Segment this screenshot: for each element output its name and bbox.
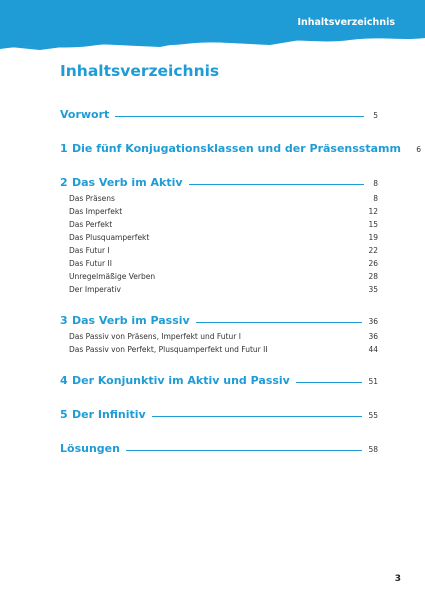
toc-subpage: 28 xyxy=(368,272,378,281)
chapter-title: Der Infinitiv xyxy=(72,408,146,421)
toc-subpage: 35 xyxy=(368,285,378,294)
toc-entry-vorwort[interactable] xyxy=(60,108,378,126)
toc-subpage: 44 xyxy=(368,345,378,354)
toc-subentry[interactable] xyxy=(60,332,378,345)
toc-subentry[interactable] xyxy=(60,207,378,220)
page-title: Inhaltsverzeichnis xyxy=(60,62,220,80)
toc-subentry[interactable] xyxy=(60,194,378,207)
toc-label xyxy=(60,408,146,421)
toc-subpage: 8 xyxy=(373,194,378,203)
toc-sublabel: Der Imperativ xyxy=(69,285,121,294)
toc-subpage: 26 xyxy=(368,259,378,268)
chapter-title: Die fünf Konjugationsklassen und der Präsensstamm xyxy=(72,142,401,155)
dotted-leader xyxy=(296,382,363,383)
toc-page: 55 xyxy=(368,411,378,420)
toc-sublabel: Das Passiv von Präsens, Imperfekt und Futur I xyxy=(69,332,241,341)
toc-entry-chapter-1[interactable] xyxy=(60,142,421,160)
toc-page: 8 xyxy=(373,179,378,188)
page-number: 3 xyxy=(394,574,401,584)
toc-page: 58 xyxy=(368,445,378,454)
toc-subpage: 15 xyxy=(368,220,378,229)
toc-subpage: 12 xyxy=(368,207,378,216)
toc-label xyxy=(60,374,290,387)
chapter-number: 3 xyxy=(60,314,68,327)
chapter-number: 1 xyxy=(60,142,68,155)
toc-label xyxy=(60,142,401,155)
toc-subentry[interactable] xyxy=(60,259,378,272)
chapter-number: 2 xyxy=(60,176,68,189)
toc-entry-chapter-2[interactable] xyxy=(60,176,378,194)
table-of-contents xyxy=(60,100,421,460)
toc-subpage: 19 xyxy=(368,233,378,242)
dotted-leader xyxy=(189,184,364,185)
toc-sublabel: Das Perfekt xyxy=(69,220,113,229)
toc-sublabel: Das Plusquamperfekt xyxy=(69,233,150,242)
chapter-number: 5 xyxy=(60,408,68,421)
toc-sublabel: Das Futur II xyxy=(69,259,112,268)
toc-subentry[interactable] xyxy=(60,272,378,285)
toc-subentry[interactable] xyxy=(60,285,378,298)
toc-entry-chapter-5[interactable] xyxy=(60,408,378,426)
toc-sublabel: Das Präsens xyxy=(69,194,115,203)
toc-label: Vorwort xyxy=(60,108,110,121)
toc-page: 6 xyxy=(416,145,421,154)
chapter-title: Das Verb im Passiv xyxy=(72,314,190,327)
toc-label: Lösungen xyxy=(60,442,120,455)
dotted-leader xyxy=(152,416,363,417)
toc-page: 36 xyxy=(368,317,378,326)
toc-subentry[interactable] xyxy=(60,233,378,246)
chapter-title: Der Konjunktiv im Aktiv und Passiv xyxy=(72,374,290,387)
toc-subentry[interactable] xyxy=(60,345,378,358)
toc-sublabel: Das Imperfekt xyxy=(69,207,123,216)
toc-page: 5 xyxy=(373,111,378,120)
toc-sublabel: Das Futur I xyxy=(69,246,110,255)
toc-subentry[interactable] xyxy=(60,246,378,259)
toc-sublabel: Unregelmäßige Verben xyxy=(69,272,156,281)
chapter-title: Das Verb im Aktiv xyxy=(72,176,183,189)
toc-page: 51 xyxy=(368,377,378,386)
toc-subpage: 36 xyxy=(368,332,378,341)
dotted-leader xyxy=(126,450,363,451)
toc-entry-loesungen[interactable] xyxy=(60,442,378,460)
toc-entry-chapter-4[interactable] xyxy=(60,374,378,392)
toc-entry-chapter-3[interactable] xyxy=(60,314,378,332)
dotted-leader xyxy=(115,116,364,117)
toc-label xyxy=(60,314,190,327)
toc-label xyxy=(60,176,183,189)
toc-subentry[interactable] xyxy=(60,220,378,233)
toc-subpage: 22 xyxy=(368,246,378,255)
dotted-leader xyxy=(196,322,363,323)
header-label: Inhaltsverzeichnis xyxy=(297,17,395,28)
header-banner xyxy=(0,0,425,56)
chapter-number: 4 xyxy=(60,374,68,387)
toc-sublabel: Das Passiv von Perfekt, Plusquamperfekt und Futur II xyxy=(69,345,268,354)
